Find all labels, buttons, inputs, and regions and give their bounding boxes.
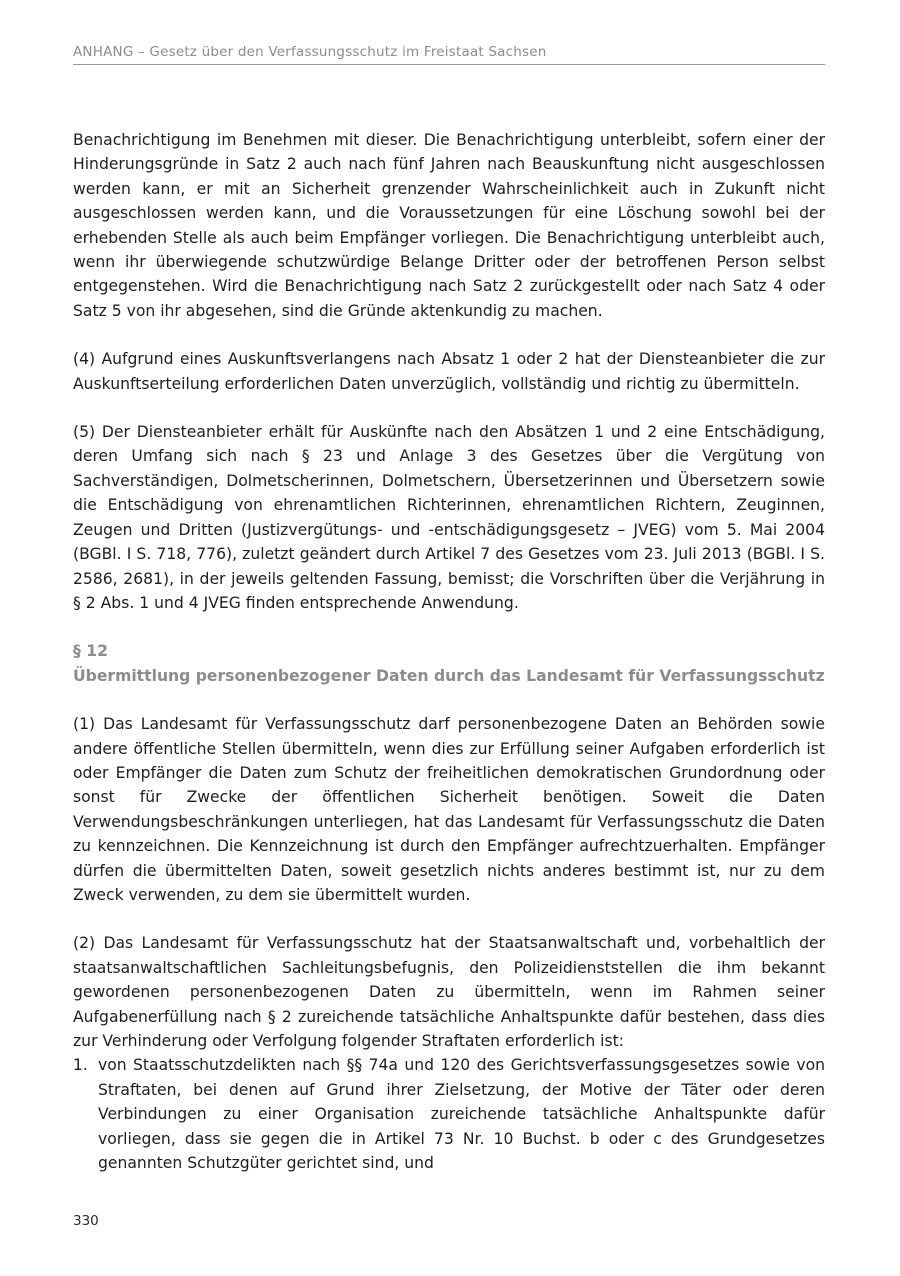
running-header — [73, 44, 825, 65]
page-body — [73, 128, 825, 1175]
section-paragraph-1: (1) Das Landesamt für Verfassungsschutz darf personenbezogene Daten an Behörden sowie andere öffentliche Stellen übermitteln, wenn dies zur Erfüllung seiner Aufgaben erforderlich ist oder Empfänger die Daten zum Schutz der freiheitlichen demokratischen Grundordnung oder sonst für Zwecke der öffentlichen Sicherheit benötigen. Soweit die Daten Verwendungsbeschränkungen unterliegen, hat das Landesamt für Verfassungsschutz die Daten zu kennzeichnen. Die Kennzeichnung ist durch den Empfänger aufrechtzuerhalten. Empfänger dürfen die übermittelten Daten, soweit gesetzlich nichts anderes bestimmt ist, nur zu dem Zweck verwenden, zu dem sie übermittelt wurden. — [73, 715, 825, 904]
offense-list — [73, 1053, 825, 1175]
section-paragraph-2: (2) Das Landesamt für Verfassungsschutz hat der Staatsanwaltschaft und, vorbehaltlich der staatsanwaltschaftlichen Sachleitungsbefugnis, den Polizeidienststellen die ihm bekannt gewordenen personenbezogenen Daten zu übermitteln, wenn im Rahmen seiner Aufgabenerfüllung nach § 2 zureichende tatsächliche Anhaltspunkte dafür bestehen, dass dies zur Verhinderung oder Verfolgung folgender Straftaten erforderlich ist: — [73, 934, 825, 1050]
paragraph-4: (4) Aufgrund eines Auskunftsverlangens nach Absatz 1 oder 2 hat der Diensteanbieter die zur Auskunftserteilung erforderlichen Daten unverzüglich, vollständig und richtig zu übermitteln. — [73, 350, 825, 393]
section-title: Übermittlung personenbezogener Daten durch das Landesamt für Verfassungsschutz — [73, 666, 825, 685]
running-title: ANHANG – Gesetz über den Verfassungsschutz im Freistaat Sachsen — [73, 44, 547, 60]
paragraph-continuation: Benachrichtigung im Benehmen mit dieser. Die Benachrichtigung unterbleibt, sofern einer der Hinderungsgründe in Satz 2 auch nach fünf Jahren nach Beauskunftung nicht ausgeschlossen werden kann, er mit an Sicherheit grenzender Wahrscheinlichkeit auch in Zukunft nicht ausgeschlossen werden kann, und die Voraussetzungen für eine Löschung sowohl bei der erhebenden Stelle als auch beim Empfänger vorliegen. Die Benachrichtigung unterbleibt auch, wenn ihr überwiegende schutzwürdige Belange Dritter oder der betroffenen Person selbst entgegenstehen. Wird die Benachrichtigung nach Satz 2 zurückgestellt oder nach Satz 4 oder Satz 5 von ihr abgesehen, sind die Gründe aktenkundig zu machen. — [73, 131, 825, 320]
section-heading — [73, 639, 825, 688]
list-item-number: 1. — [73, 1056, 88, 1075]
list-item — [73, 1053, 825, 1175]
paragraph-5: (5) Der Diensteanbieter erhält für Auskünfte nach den Absätzen 1 und 2 eine Entschädigung, deren Umfang sich nach § 23 und Anlage 3 des Gesetzes über die Vergütung von Sachverständigen, Dolmetscherinnen, Dolmetschern, Übersetzerinnen und Übersetzern sowie die Entschädigung von ehrenamtlichen Richterinnen, ehrenamtlichen Richtern, Zeuginnen, Zeugen und Dritten (Justizvergütungs- und -entschädigungsgesetz – JVEG) vom 5. Mai 2004 (BGBl. I S. 718, 776), zuletzt geändert durch Artikel 7 des Gesetzes vom 23. Juli 2013 (BGBl. I S. 2586, 2681), in der jeweils geltenden Fassung, bemisst; die Vorschriften über die Verjährung in § 2 Abs. 1 und 4 JVEG finden entsprechende Anwendung. — [73, 423, 825, 612]
section-number: § 12 — [73, 642, 108, 661]
page-number: 330 — [73, 1213, 99, 1229]
list-item-text: von Staatsschutzdelikten nach §§ 74a und 120 des Gerichtsverfassungsgesetzes sowie von Straftaten, bei denen auf Grund ihrer Zielsetzung, der Motive der Täter oder deren Verbindungen zu einer Organisation zureichende tatsächliche Anhaltspunkte dafür vorliegen, dass sie gegen die in Artikel 73 Nr. 10 Buchst. b oder c des Grundgesetzes genannten Schutzgüter gerichtet sind, und — [98, 1056, 825, 1173]
